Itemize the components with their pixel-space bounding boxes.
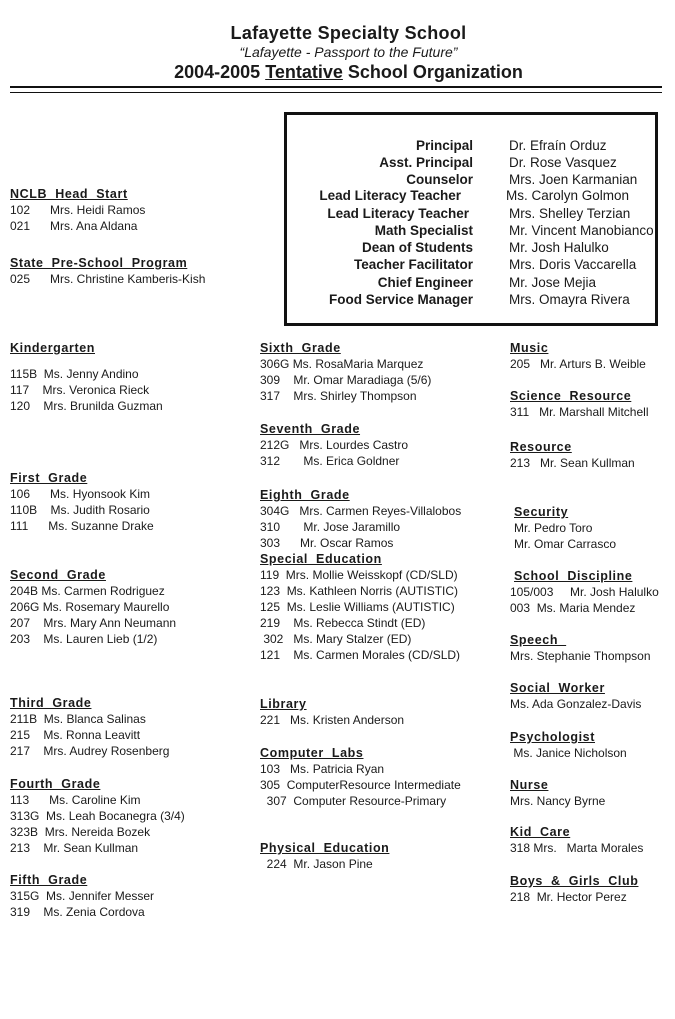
admin-role: Counselor xyxy=(406,172,473,187)
section-heading: Social Worker xyxy=(510,681,605,695)
admin-role: Lead Literacy Teacher xyxy=(319,188,461,203)
section-heading: NCLB Head Start xyxy=(10,187,128,201)
section-kindergarten xyxy=(10,340,163,414)
section-heading: Science Resource xyxy=(510,389,632,403)
staff-entry: 323B Mrs. Nereida Bozek xyxy=(10,825,151,839)
staff-entry: 215 Ms. Ronna Leavitt xyxy=(10,728,141,742)
section-sixth-grade xyxy=(260,340,431,404)
admin-name: Ms. Carolyn Golmon xyxy=(506,188,630,203)
staff-entry: 310 Mr. Jose Jaramillo xyxy=(260,520,401,534)
staff-entry: 212G Mrs. Lourdes Castro xyxy=(260,438,409,452)
section-heading: Music xyxy=(510,341,549,355)
staff-entry: 317 Mrs. Shirley Thompson xyxy=(260,389,417,403)
admin-name: Mr. Josh Halulko xyxy=(509,240,609,255)
staff-entry: 318 Mrs. Marta Morales xyxy=(510,841,644,855)
section-heading: Fourth Grade xyxy=(10,777,101,791)
admin-role: Lead Literacy Teacher xyxy=(327,206,469,221)
section-heading: Physical Education xyxy=(260,841,390,855)
section-psychologist xyxy=(510,729,627,761)
staff-entry: Mr. Pedro Toro xyxy=(514,521,593,535)
school-motto: “Lafayette - Passport to the Future” xyxy=(239,44,458,60)
staff-entry: 123 Ms. Kathleen Norris (AUTISTIC) xyxy=(260,584,459,598)
staff-entry: 313G Ms. Leah Bocanegra (3/4) xyxy=(10,809,185,823)
staff-entry: Mrs. Nancy Byrne xyxy=(510,794,606,808)
admin-role: Math Specialist xyxy=(374,223,473,238)
section-heading: Boys & Girls Club xyxy=(510,874,639,888)
staff-entry: 102 Mrs. Heidi Ramos xyxy=(10,203,146,217)
staff-entry: 218 Mr. Hector Perez xyxy=(510,890,627,904)
section-heading: School Discipline xyxy=(514,569,633,583)
staff-entry: 206G Ms. Rosemary Maurello xyxy=(10,600,170,614)
section-speech xyxy=(510,632,651,664)
section-heading: Special Education xyxy=(260,552,382,566)
staff-entry: 221 Ms. Kristen Anderson xyxy=(260,713,405,727)
section-special-education xyxy=(260,551,460,663)
section-eighth-grade xyxy=(260,487,461,551)
staff-entry: 120 Mrs. Brunilda Guzman xyxy=(10,399,163,413)
section-second-grade xyxy=(10,567,176,647)
staff-entry: 306G Ms. RosaMaria Marquez xyxy=(260,357,424,371)
staff-entry: 103 Ms. Patricia Ryan xyxy=(260,762,385,776)
section-social-worker xyxy=(510,680,641,712)
section-nurse xyxy=(510,777,605,809)
section-first-grade xyxy=(10,470,154,534)
admin-role: Chief Engineer xyxy=(377,275,473,290)
admin-name: Mr. Jose Mejia xyxy=(509,275,597,290)
staff-entry: 302 Ms. Mary Stalzer (ED) xyxy=(260,632,412,646)
section-heading: Computer Labs xyxy=(260,746,364,760)
section-nclb-head-start xyxy=(10,186,145,234)
staff-entry: 110B Ms. Judith Rosario xyxy=(10,503,150,517)
section-fourth-grade xyxy=(10,776,185,856)
staff-entry: 217 Mrs. Audrey Rosenberg xyxy=(10,744,170,758)
staff-entry: 204B Ms. Carmen Rodriguez xyxy=(10,584,165,598)
staff-entry: 309 Mr. Omar Maradiaga (5/6) xyxy=(260,373,432,387)
staff-entry: 319 Ms. Zenia Cordova xyxy=(10,905,145,919)
staff-entry: 203 Ms. Lauren Lieb (1/2) xyxy=(10,632,158,646)
section-kid-care xyxy=(510,824,643,856)
section-music xyxy=(510,340,646,372)
staff-entry: 315G Ms. Jennifer Messer xyxy=(10,889,155,903)
section-seventh-grade xyxy=(260,421,408,469)
section-heading: Resource xyxy=(510,440,572,454)
section-heading: Security xyxy=(514,505,569,519)
staff-entry: 303 Mr. Oscar Ramos xyxy=(260,536,394,550)
section-security xyxy=(514,504,616,552)
staff-entry: 003 Ms. Maria Mendez xyxy=(510,601,636,615)
staff-entry: 307 Computer Resource-Primary xyxy=(260,794,447,808)
staff-entry: 105/003 Mr. Josh Halulko xyxy=(510,585,659,599)
section-heading: Library xyxy=(260,697,307,711)
organization-title: 2004-2005 Tentative School Organization xyxy=(174,62,523,82)
staff-entry: 106 Ms. Hyonsook Kim xyxy=(10,487,151,501)
section-heading: Fifth Grade xyxy=(10,873,88,887)
section-boys-girls-club xyxy=(510,873,638,905)
section-resource xyxy=(510,439,635,471)
section-science-resource xyxy=(510,388,649,420)
staff-entry: 312 Ms. Erica Goldner xyxy=(260,454,400,468)
section-fifth-grade xyxy=(10,872,154,920)
section-heading: First Grade xyxy=(10,471,88,485)
school-name: Lafayette Specialty School xyxy=(230,23,467,43)
staff-entry: 119 Mrs. Mollie Weisskopf (CD/SLD) xyxy=(260,568,458,582)
staff-entry: Ms. Ada Gonzalez-Davis xyxy=(510,697,642,711)
section-state-preschool xyxy=(10,255,205,287)
admin-role: Teacher Facilitator xyxy=(353,257,473,272)
header-divider-thin xyxy=(10,92,662,93)
staff-entry: 021 Mrs. Ana Aldana xyxy=(10,219,138,233)
admin-name: Mrs. Joen Karmanian xyxy=(509,172,638,187)
admin-name: Mrs. Omayra Rivera xyxy=(509,292,630,307)
admin-role: Dean of Students xyxy=(361,240,473,255)
section-computer-labs xyxy=(260,745,461,809)
staff-entry: 213 Mr. Sean Kullman xyxy=(10,841,139,855)
staff-entry: 213 Mr. Sean Kullman xyxy=(510,456,635,470)
staff-entry: 207 Mrs. Mary Ann Neumann xyxy=(10,616,177,630)
staff-entry: 205 Mr. Arturs B. Weible xyxy=(510,357,646,371)
admin-role: Principal xyxy=(415,138,473,153)
admin-name: Dr. Efraín Orduz xyxy=(509,138,607,153)
staff-entry: 117 Mrs. Veronica Rieck xyxy=(10,383,150,397)
section-heading: Sixth Grade xyxy=(260,341,341,355)
staff-entry: 219 Ms. Rebecca Stindt (ED) xyxy=(260,616,426,630)
section-heading: Speech xyxy=(510,633,567,647)
staff-entry: 111 Ms. Suzanne Drake xyxy=(10,519,154,533)
admin-name: Dr. Rose Vasquez xyxy=(509,155,617,170)
staff-entry: 025 Mrs. Christine Kamberis-Kish xyxy=(10,272,206,286)
admin-role: Asst. Principal xyxy=(379,155,473,170)
section-heading: Nurse xyxy=(510,778,549,792)
staff-entry: 211B Ms. Blanca Salinas xyxy=(10,712,146,726)
section-heading: Seventh Grade xyxy=(260,422,361,436)
staff-entry: 125 Ms. Leslie Williams (AUTISTIC) xyxy=(260,600,455,614)
section-school-discipline xyxy=(510,568,659,616)
staff-entry: 311 Mr. Marshall Mitchell xyxy=(510,405,649,419)
section-heading: Second Grade xyxy=(10,568,106,582)
section-heading: Third Grade xyxy=(10,696,92,710)
staff-entry: 115B Ms. Jenny Andino xyxy=(10,367,139,381)
staff-entry: 224 Mr. Jason Pine xyxy=(260,857,373,871)
section-heading: State Pre-School Program xyxy=(10,256,188,270)
staff-entry: Ms. Janice Nicholson xyxy=(510,746,627,760)
staff-entry: 113 Ms. Caroline Kim xyxy=(10,793,141,807)
admin-role: Food Service Manager xyxy=(328,292,473,307)
staff-entry: Mr. Omar Carrasco xyxy=(514,537,617,551)
section-heading: Kid Care xyxy=(510,825,571,839)
admin-name: Mrs. Doris Vaccarella xyxy=(509,257,637,272)
document-header xyxy=(0,22,675,84)
section-heading: Psychologist xyxy=(510,730,595,744)
section-third-grade xyxy=(10,695,169,759)
header-divider xyxy=(10,86,662,88)
section-physical-education xyxy=(260,840,389,872)
staff-entry: 305 ComputerResource Intermediate xyxy=(260,778,461,792)
section-heading: Kindergarten xyxy=(10,341,95,355)
section-library xyxy=(260,696,404,728)
staff-entry: 304G Mrs. Carmen Reyes-Villalobos xyxy=(260,504,462,518)
administration-box xyxy=(284,112,658,326)
section-heading: Eighth Grade xyxy=(260,488,350,502)
admin-name: Mr. Vincent Manobianco xyxy=(509,223,654,238)
staff-entry: Mrs. Stephanie Thompson xyxy=(510,649,651,663)
staff-entry: 121 Ms. Carmen Morales (CD/SLD) xyxy=(260,648,461,662)
admin-name: Mrs. Shelley Terzian xyxy=(509,206,631,221)
